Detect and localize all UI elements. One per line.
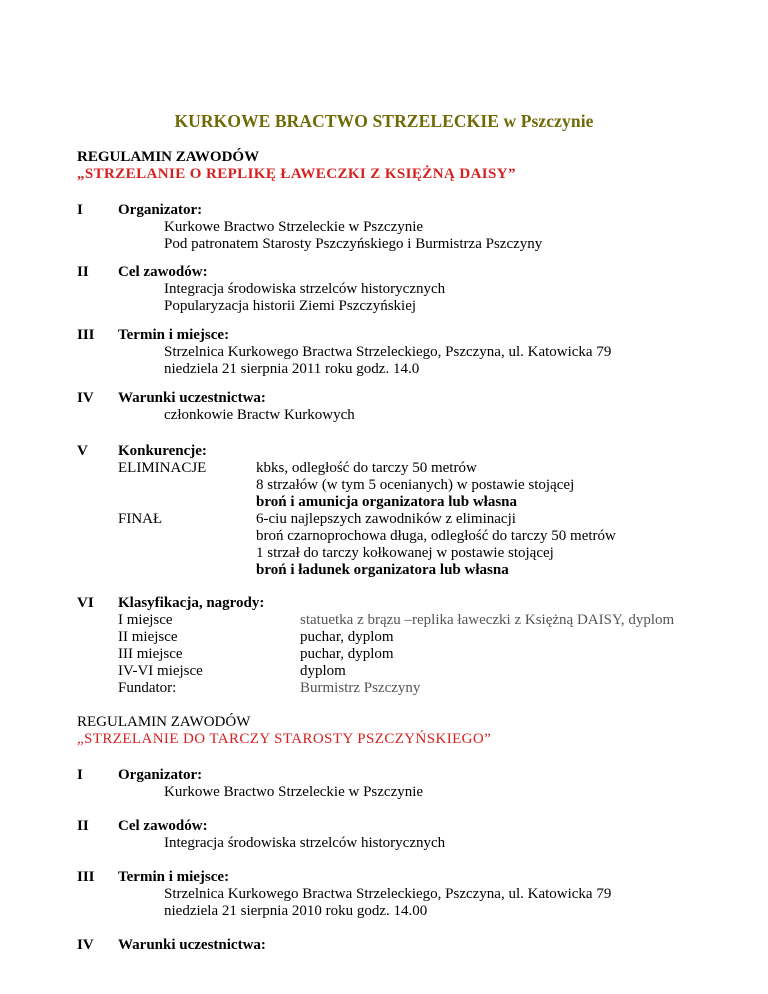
section-number: IV [77, 390, 94, 406]
section-label: Cel zawodów: [118, 264, 208, 280]
competition-stage: ELIMINACJE [118, 460, 207, 476]
competition-detail: broń i amunicja organizatora lub własna [256, 494, 517, 510]
regulation-heading: REGULAMIN ZAWODÓW [77, 714, 251, 730]
section-line: Kurkowe Bractwo Strzeleckie w Pszczynie [164, 219, 424, 235]
section-number: I [77, 202, 83, 218]
award-place: Fundator: [118, 680, 177, 696]
section-line: Integracja środowiska strzelców historycznych [164, 835, 446, 851]
award-place: III miejsce [118, 646, 183, 662]
section-number: II [77, 818, 89, 834]
section-number: III [77, 327, 95, 343]
document-title: KURKOWE BRACTWO STRZELECKIE w Pszczynie [174, 111, 594, 131]
section-label: Warunki uczestnictwa: [118, 390, 266, 406]
award-place: I miejsce [118, 612, 173, 628]
section-label: Organizator: [118, 767, 203, 783]
section-number: II [77, 264, 89, 280]
section-label: Organizator: [118, 202, 203, 218]
section-label: Termin i miejsce: [118, 869, 230, 885]
section-label: Klasyfikacja, nagrody: [118, 595, 265, 611]
section-label: Cel zawodów: [118, 818, 208, 834]
section-line: Integracja środowiska strzelców historycznych [164, 281, 446, 297]
competition-detail: broń i ładunek organizatora lub własna [256, 562, 509, 578]
competition-detail: 6-ciu najlepszych zawodników z eliminacji [256, 511, 516, 527]
competition-detail: broń czarnoprochowa długa, odległość do tarczy 50 metrów [256, 528, 616, 544]
award-prize: dyplom [300, 663, 346, 679]
regulation-2-header [77, 714, 491, 748]
regulation-1-header [77, 149, 516, 183]
section-line: niedziela 21 sierpnia 2010 roku godz. 14.00 [164, 903, 428, 919]
award-place: IV-VI miejsce [118, 663, 203, 679]
section-number: IV [77, 937, 94, 953]
award-prize: Burmistrz Pszczyny [300, 680, 421, 696]
section-line: Pod patronatem Starosty Pszczyńskiego i Burmistrza Pszczyny [164, 236, 543, 252]
section-line: Strzelnica Kurkowego Bractwa Strzeleckiego, Pszczyna, ul. Katowicka 79 [164, 886, 612, 902]
regulation-heading: REGULAMIN ZAWODÓW [77, 149, 260, 165]
competition-stage: FINAŁ [118, 511, 163, 527]
award-prize: puchar, dyplom [300, 646, 394, 662]
section-number: I [77, 767, 83, 783]
award-place: II miejsce [118, 629, 178, 645]
section-number: V [77, 443, 88, 459]
section-label: Termin i miejsce: [118, 327, 230, 343]
award-prize: statuetka z brązu –replika ławeczki z Księżną DAISY, dyplom [300, 612, 675, 628]
section-line: Strzelnica Kurkowego Bractwa Strzeleckiego, Pszczyna, ul. Katowicka 79 [164, 344, 612, 360]
section-line: Popularyzacja historii Ziemi Pszczyńskiej [164, 298, 417, 314]
regulation-subtitle: „STRZELANIE DO TARCZY STAROSTY PSZCZYŃSKIEGO” [77, 731, 492, 747]
section-label: Konkurencje: [118, 443, 207, 459]
competition-detail: 1 strzał do tarczy kołkowanej w postawie stojącej [256, 545, 554, 561]
competition-detail: 8 strzałów (w tym 5 ocenianych) w postawie stojącej [256, 477, 575, 493]
section-number: III [77, 869, 95, 885]
section-line: członkowie Bractw Kurkowych [164, 407, 355, 423]
section-line: niedziela 21 sierpnia 2011 roku godz. 14.0 [164, 361, 420, 377]
section-label: Warunki uczestnictwa: [118, 937, 266, 953]
regulation-subtitle: „STRZELANIE O REPLIKĘ ŁAWECZKI Z KSIĘŻNĄ DAISY” [77, 166, 516, 182]
competition-detail: kbks, odległość do tarczy 50 metrów [256, 460, 477, 476]
award-prize: puchar, dyplom [300, 629, 394, 645]
section-number: VI [77, 595, 94, 611]
section-line: Kurkowe Bractwo Strzeleckie w Pszczynie [164, 784, 424, 800]
